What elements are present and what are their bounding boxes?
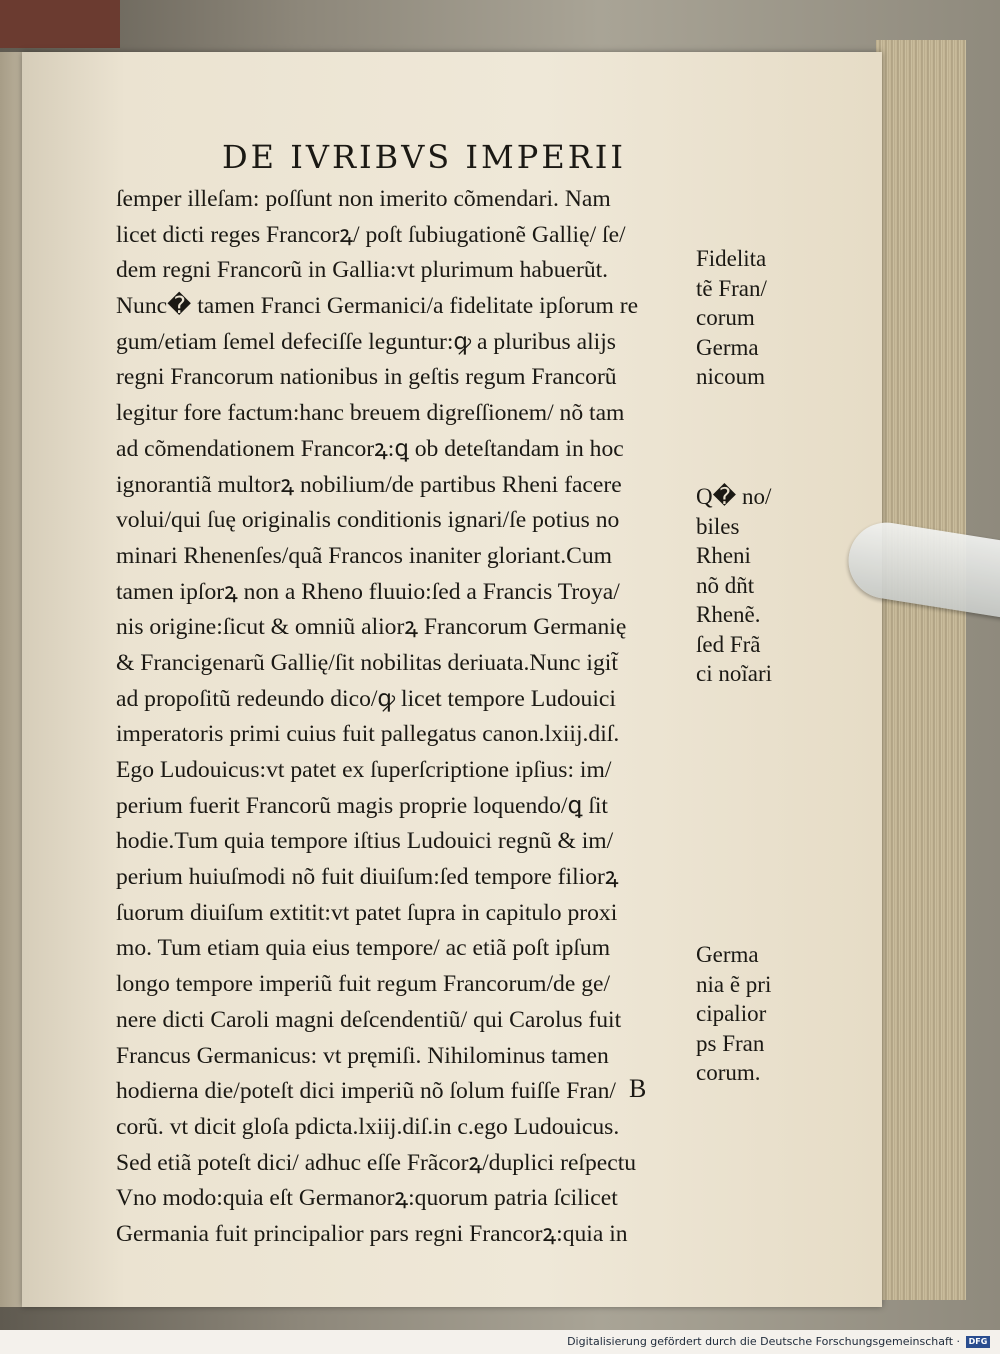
text-line: tamen ipſorꝝ non a Rheno fluuio:ſed a Francis Troya/ [116,578,620,605]
text-line: nere dicti Caroli magni deſcendentiũ/ qui Carolus fuit [116,1006,622,1033]
text-line: ſuorum diuiſum extitit:vt patet ſupra in capitulo proxi [116,899,618,926]
text-line: Nunc� tamen Franci Germanici/a fidelitate ipſorum re [116,293,639,320]
text-line: legitur fore factum:hanc breuem digreſſionem/ nõ tam [116,400,625,427]
margin-note-line: Rhenẽ. [696,602,761,627]
margin-note-2 [696,482,796,689]
text-line: hodie.Tum quia tempore iſtius Ludouici regnũ & im/ [116,828,614,855]
text-line: ſemper illeſam: poſſunt non imerito cõmendari. Nam [116,186,611,212]
margin-note-line: ci noĩari [696,661,772,686]
margin-note-line: ſed Frã [696,631,761,657]
margin-note-line: corum. [696,1060,761,1085]
margin-note-line: ps Fran [696,1030,765,1056]
text-line: nis origine:ſicut & omniũ aliorꝝ Francorum Germanię [116,614,627,641]
margin-note-line: cipalior [696,1001,767,1026]
text-line: longo tempore imperiũ fuit regum Francorum/de ge/ [116,971,611,998]
binding-edge [0,0,120,48]
margin-note-line: Fidelita [696,246,767,271]
text-line: perium fuerit Francorũ magis proprie loquendo/ꝗ ſit [116,792,608,819]
signature-mark: B [629,1074,647,1103]
footer-credit: Digitalisierung gefördert durch die Deutsche Forschungsgemeinschaft · [567,1335,960,1348]
text-line: ad propoſitũ redeundo dico/ꝙ licet tempore Ludouici [116,685,616,712]
text-line: perium huiuſmodi nõ fuit diuiſum:ſed tempore filiorꝝ [116,864,619,891]
text-line: regni Francorum nationibus in geſtis regum Francorũ [116,364,617,391]
text-line: Vno modo:quia eſt Germanorꝝ:quorum patria ſcilicet [116,1185,618,1212]
text-line: & Francigenarũ Gallię/ſit nobilitas deriuata.Nunc igit̃ [116,649,618,676]
dfg-logo: DFG [966,1336,990,1348]
text-line: Francus Germanicus: vt pręmiſi. Nihilominus tamen [116,1042,609,1069]
margin-note-line: Rheni [696,543,751,568]
margin-note-1 [696,244,796,392]
margin-note-line: corum [696,305,755,330]
text-line: minari Rhenenſes/quã Francos inaniter gloriant.Cum [116,542,613,569]
text-line: ad cõmendationem Francorꝝ:ꝗ ob deteſtandam in hoc [116,435,624,462]
margin-note-line: biles [696,513,740,539]
text-line: licet dicti reges Francorꝝ/ poſt ſubiugationẽ Gallię/ ſe/ [116,221,626,248]
margin-note-line: Germa [696,942,759,967]
margin-note-line: nõ dñt [696,572,755,598]
text-line: Ego Ludouicus:vt patet ex ſuperſcriptione ipſius: im/ [116,757,612,783]
margin-note-line: Germa [696,334,759,360]
page-block-edges [876,40,966,1300]
text-line: volui/qui ſuę originalis conditionis ignari/ſe potius no [116,507,620,534]
margin-note-line: Q� no/ [696,484,772,509]
text-line: Sed etiã poteſt dici/ adhuc eſſe Frãcorꝝ/duplici reſpectu [116,1149,637,1176]
text-line: hodierna die/poteſt dici imperiũ nõ ſolum fuiſſe Fran/ [116,1078,616,1105]
text-line: corũ. vt dicit gloſa pdicta.lxiij.diſ.in c.ego Ludouicus. [116,1113,620,1140]
text-line: Germania fuit principalior pars regni Francorꝝ:quia in [116,1220,628,1247]
text-line: gum/etiam ſemel defeciſſe leguntur:ꝙ a pluribus alijs [116,328,616,355]
text-line: dem regni Francorũ in Gallia:vt plurimum habuerũt. [116,257,609,284]
margin-note-line: tẽ Fran/ [696,275,767,301]
main-text-block [116,182,696,1253]
margin-note-line: nia ẽ pri [696,971,772,997]
margin-note-3 [696,940,796,1088]
running-head: DE IVRIBVS IMPERII [222,138,627,176]
text-line: ignorantiã multorꝝ nobilium/de partibus Rheni facere [116,471,622,498]
text-line: imperatoris primi cuius fuit pallegatus canon.lxiij.diſ. [116,721,620,748]
text-line: mo. Tum etiam quia eius tempore/ ac etiã poſt ipſum [116,935,611,962]
margin-note-line: nicoum [696,364,765,389]
